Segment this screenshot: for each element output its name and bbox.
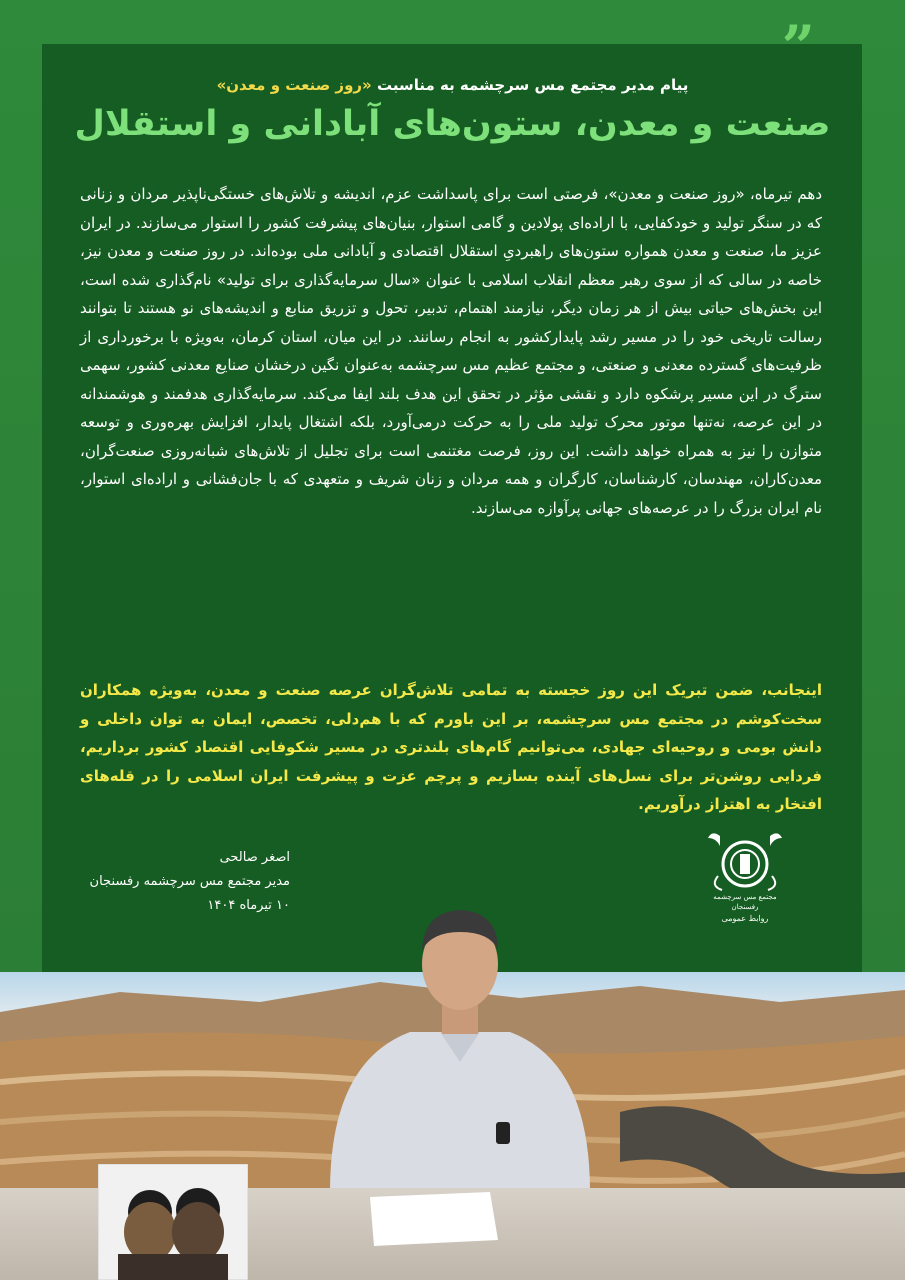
highlight-paragraph: اینجانب، ضمن تبریک این روز خجسته به تمامی تلاش‌گران عرصه صنعت و معدن، به‌ویژه همکاران سخت‌کوشم در مجتمع مس سرچشمه، بر این باورم که با هم‌دلی، تخصص، ایمان به توان داخلی و دانش بومی و روحیه‌ای جهادی، می‌توانیم گام‌های بلندتری در مسیر شکوفایی اقتصاد کشور برداریم، فردایی روشن‌تر برای نسل‌های آینده بسازیم و پرچم عزت و پیشرفت ایران اسلامی را در قله‌های افتخار به اهتزاز درآوریم. bbox=[80, 681, 822, 813]
signer-name: اصغر صالحی bbox=[219, 850, 290, 865]
subtitle bbox=[60, 76, 845, 94]
logo-line-1: مجتمع مس سرچشمه رفسنجان bbox=[713, 893, 777, 911]
page-title: صنعت و معدن، ستون‌های آبادانی و استقلال bbox=[74, 104, 831, 144]
manager-portrait bbox=[300, 892, 620, 1192]
subtitle-prefix: پیام مدیر مجتمع مس سرچشمه به مناسبت bbox=[376, 76, 689, 94]
subtitle-highlight: «روز صنعت و معدن» bbox=[216, 76, 372, 94]
body-paragraph: دهم تیرماه، «روز صنعت و معدن»، فرصتی است برای پاسداشت عزم، اندیشه و تلاش‌های خستگی‌ناپذیر مردان و زنانی که در سنگر تولید و خودکفایی، با اراده‌ای پولادین و گامی استوار، بنیان‌های پیشرفت کشور را استوار می‌سازند. در ایران عزیز ما، صنعت و معدن همواره ستون‌های راهبردیِ استقلال اقتصادی و آبادانی ملی بوده‌اند. در روز صنعت و معدن نیز، خاصه در سالی که از سوی رهبر معظم انقلاب اسلامی با عنوان «سال سرمایه‌گذاری برای تولید» نام‌گذاری شده است، این بخش‌های حیاتی بیش از هر زمان دیگر، نیازمند اهتمام، تدبیر، تحول و تزریق منابع و اندیشه‌های نو هستند تا بتوانند رسالت تاریخی خود را در مسیر رشد پایدارکشور به انجام رسانند. در این میان، استان کرمان، به‌ویژه با برخورداری از ظرفیت‌های گسترده معدنی و صنعتی، و مجتمع عظیم مس سرچشمه به‌عنوان نگین درخشان صنایع معدنی کشور، سهمی سترگ در این مسیر پرشکوه دارد و نقشی مؤثر در تحقق این هدف بلند ایفا می‌کند. سرمایه‌گذاری هدفمند و هوشمندانه در این عرصه، نه‌تنها موتور محرک تولید ملی را به حرکت درمی‌آورد، بلکه اشتغال پایدار، افزایش بهره‌وری و توسعه متوازن را نیز به همراه خواهد داشت. این روز، فرصت مغتنمی است برای تجلیل از تلاش‌های شبانه‌روزی صنعت‌گران، معدن‌کاران، مهندسان، کارشناسان، کارگران و همه مردان و زنان شریف و متعهدی که با جان‌فشانی و اراده‌ای استوار، نام ایران بزرگ را در عرصه‌های جهانی پرآوازه می‌سازند. bbox=[80, 185, 822, 517]
message-body bbox=[80, 180, 822, 522]
portrait-frame bbox=[98, 1164, 248, 1280]
signature-block bbox=[60, 846, 290, 918]
company-logo bbox=[700, 826, 790, 936]
logo-line-2: روابط عمومی bbox=[721, 914, 769, 923]
paper-sheet bbox=[360, 1192, 500, 1252]
signature-date: ۱۰ تیرماه ۱۴۰۴ bbox=[207, 898, 290, 913]
signer-role: مدیر مجتمع مس سرچشمه رفسنجان bbox=[89, 874, 290, 889]
